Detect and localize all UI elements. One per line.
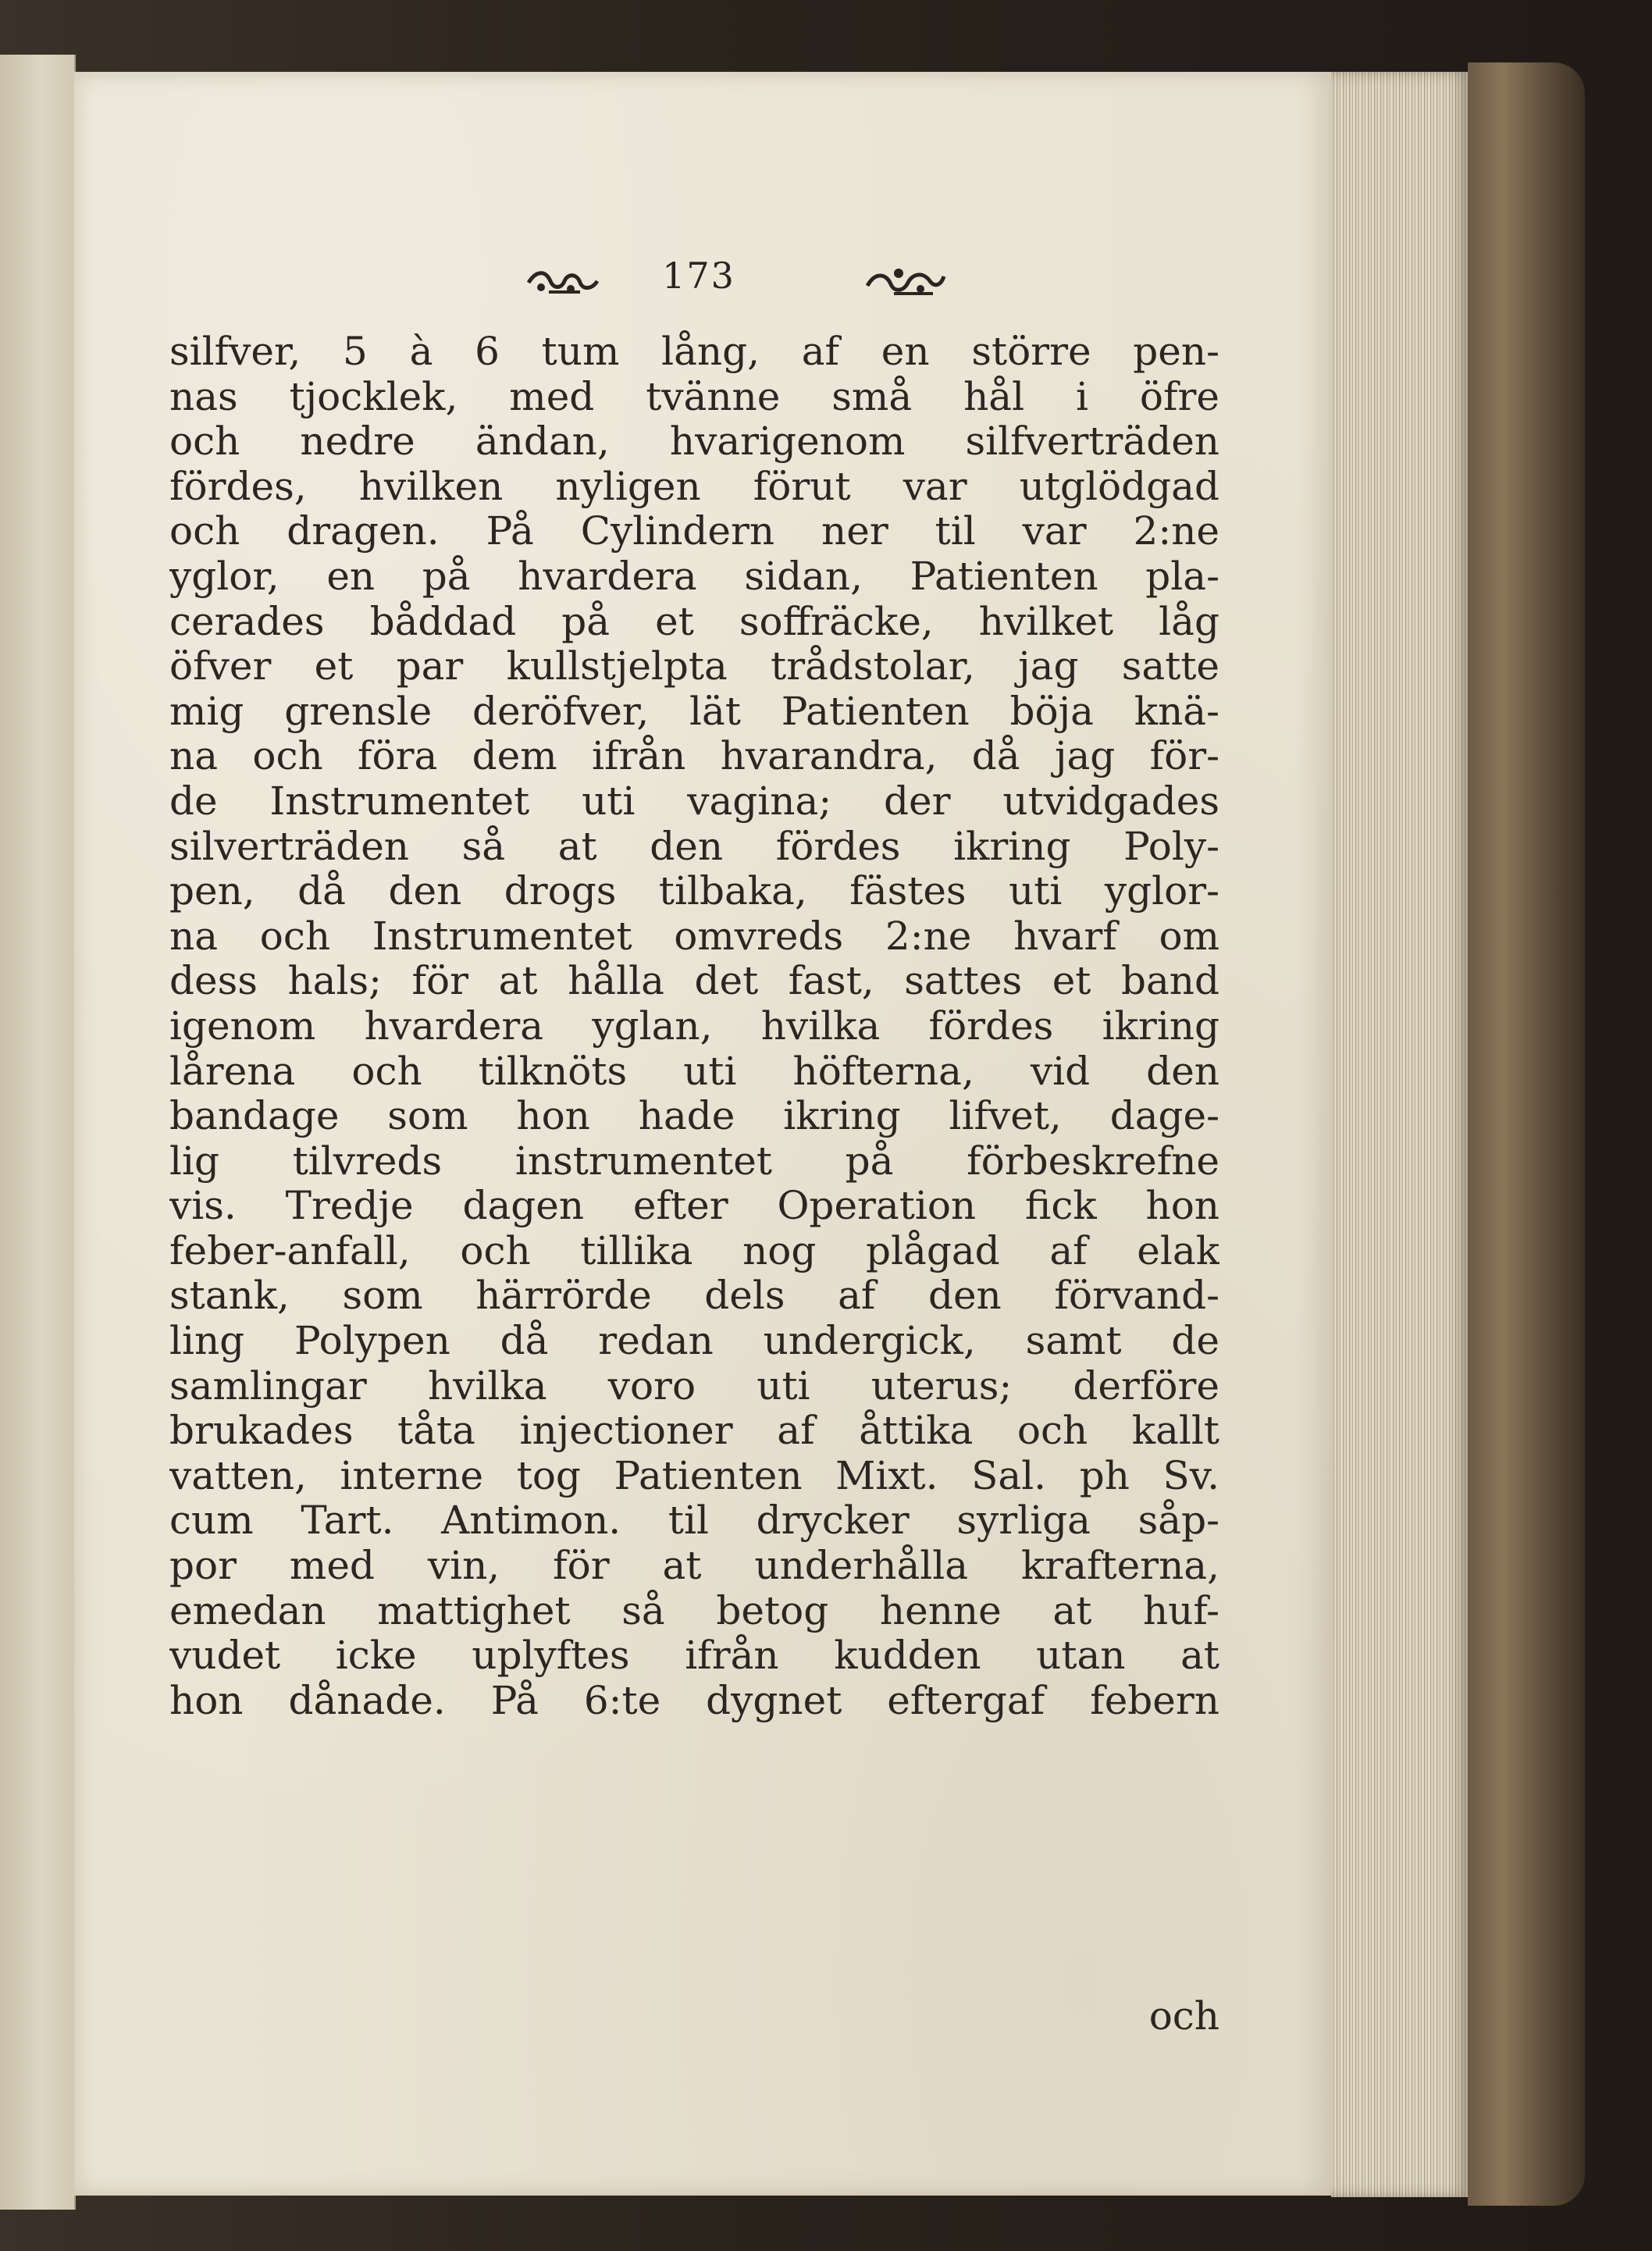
text-line: cum Tart. Antimon. til drycker syrliga såp- (169, 1498, 1219, 1544)
text-line: samlingar hvilka voro uti uterus; derföre (169, 1363, 1219, 1409)
catchword: och (1148, 1993, 1219, 2039)
text-line: fördes, hvilken nyligen förut var utglödgad (169, 464, 1219, 509)
previous-page-edge (0, 55, 76, 2210)
text-line: vatten, interne tog Patienten Mixt. Sal. ph Sv. (169, 1453, 1219, 1498)
text-line: na och Instrumentet omvreds 2:ne hvarf om (169, 914, 1219, 959)
page-stack-fore-edge (1331, 72, 1468, 2197)
text-line: vis. Tredje dagen efter Operation fick hon (169, 1184, 1219, 1229)
text-line: silverträden så at den fördes ikring Poly- (169, 824, 1219, 869)
text-line: nas tjocklek, med tvänne små hål i öfre (169, 374, 1219, 419)
text-line: hon dånade. På 6:te dygnet eftergaf febern (169, 1678, 1219, 1723)
text-line: lig tilvreds instrumentet på förbeskrefne (169, 1138, 1219, 1184)
text-line: de Instrumentet uti vagina; der utvidgades (169, 778, 1219, 824)
text-line: och dragen. På Cylindern ner til var 2:ne (169, 509, 1219, 554)
text-line: bandage som hon hade ikring lifvet, dage- (169, 1094, 1219, 1139)
text-line: och nedre ändan, hvarigenom silfverträden (169, 419, 1219, 465)
page-number: 173 (662, 255, 735, 297)
text-line: vudet icke uplyftes ifrån kudden utan at (169, 1633, 1219, 1679)
text-line: yglor, en på hvardera sidan, Patienten pla- (169, 554, 1219, 599)
text-line: öfver et par kullstjelpta trådstolar, jag satte (169, 644, 1219, 689)
book-binding (1468, 62, 1585, 2206)
text-line: pen, då den drogs tilbaka, fästes uti yglor- (169, 869, 1219, 914)
text-line: brukades tåta injectioner af åttika och kallt (169, 1409, 1219, 1454)
text-line: ling Polypen då redan undergick, samt de (169, 1319, 1219, 1364)
text-line: cerades båddad på et soffräcke, hvilket låg (169, 599, 1219, 644)
text-line: emedan mattighet så betog henne at huf- (169, 1588, 1219, 1633)
text-line: feber-anfall, och tillika nog plågad af elak (169, 1228, 1219, 1273)
fleuron-right-icon (863, 262, 949, 298)
text-line: igenom hvardera yglan, hvilka fördes ikring (169, 1003, 1219, 1049)
book-page (74, 72, 1331, 2196)
text-line: mig grensle deröfver, lät Patienten böja knä- (169, 689, 1219, 734)
text-line: silfver, 5 à 6 tum lång, af en större pen- (169, 329, 1219, 374)
text-line: na och föra dem ifrån hvarandra, då jag för- (169, 734, 1219, 779)
text-line: dess hals; för at hålla det fast, sattes et band (169, 959, 1219, 1004)
text-line: stank, som härrörde dels af den förvand- (169, 1273, 1219, 1319)
fleuron-left-icon (525, 265, 600, 297)
body-text (169, 329, 1219, 1723)
text-line: por med vin, för at underhålla krafterna, (169, 1544, 1219, 1589)
text-line: lårena och tilknöts uti höfterna, vid den (169, 1049, 1219, 1094)
page-header (74, 250, 1331, 312)
